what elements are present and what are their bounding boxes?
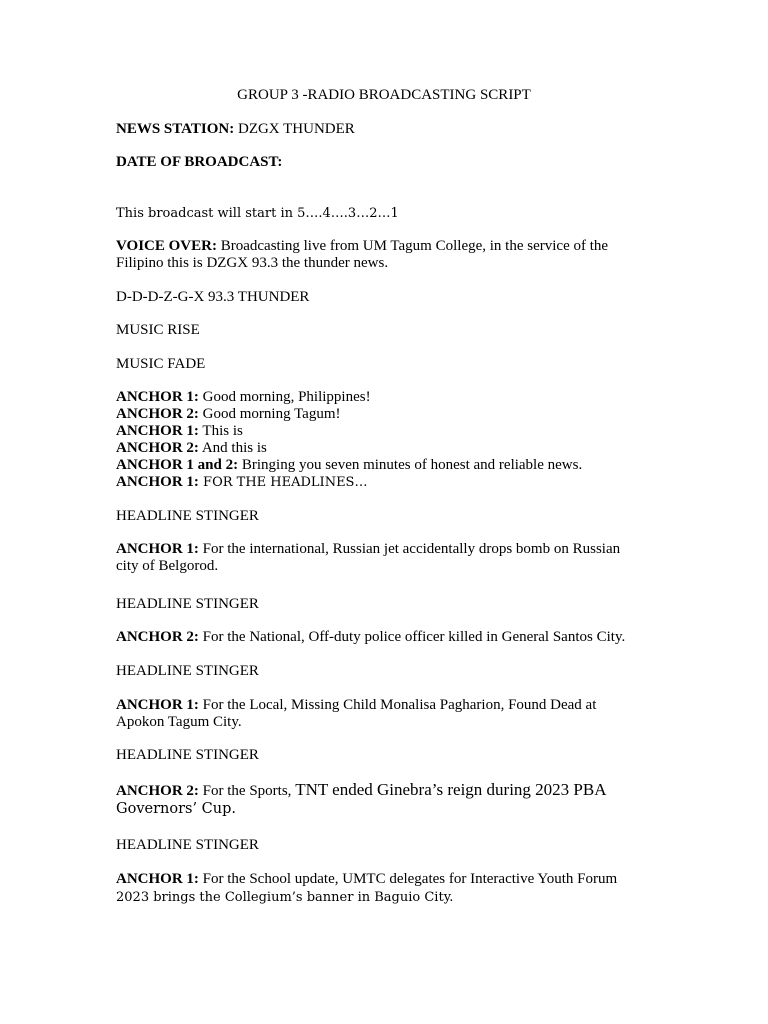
headline-local-line-1: ANCHOR 1: For the Local, Missing Child Monalisa Pagharion, Found Dead at [116,697,597,713]
headline-stinger-cue: HEADLINE STINGER [116,663,259,679]
speaker-label: ANCHOR 2: [116,406,199,422]
voice-over-line-2: Filipino this is DZGX 93.3 the thunder news. [116,255,389,271]
speaker-label: ANCHOR 1 and 2: [116,457,239,473]
speaker-label: ANCHOR 2: [116,783,199,799]
voice-over-line-1: VOICE OVER: Broadcasting live from UM Tagum College, in the service of the [116,238,609,254]
dialogue-line: ANCHOR 2: Good morning Tagum! [116,406,341,422]
headline-stinger-cue: HEADLINE STINGER [116,596,259,612]
headline-stinger-cue: HEADLINE STINGER [116,508,259,524]
voice-over-label: VOICE OVER: [116,238,217,254]
page-title: GROUP 3 -RADIO BROADCASTING SCRIPT [237,87,531,103]
headline-stinger-cue: HEADLINE STINGER [116,747,259,763]
dialogue-line: ANCHOR 1: Good morning, Philippines! [116,389,371,405]
speaker-label: ANCHOR 1: [116,541,199,557]
news-station-line [116,121,355,138]
countdown-line: This broadcast will start in 5….4….3…2…1 [116,206,399,221]
headline-school-line-2: 2023 brings the Collegium’s banner in Baguio City. [116,890,454,905]
dialogue-line: ANCHOR 1: FOR THE HEADLINES… [116,474,368,490]
headline-national-line: ANCHOR 2: For the National, Off-duty police officer killed in General Santos City. [116,629,626,645]
speaker-label: ANCHOR 1: [116,697,199,713]
speaker-label: ANCHOR 2: [116,440,199,456]
headline-sports-line-1: ANCHOR 2: For the Sports, TNT ended Ginebra’s reign during 2023 PBA [116,780,607,799]
dialogue-line: ANCHOR 2: And this is [116,440,267,456]
headline-stinger-cue: HEADLINE STINGER [116,837,259,853]
speaker-label: ANCHOR 1: [116,474,199,490]
speaker-label: ANCHOR 2: [116,629,199,645]
date-of-broadcast-label: DATE OF BROADCAST: [116,154,283,170]
headline-sports-line-2: Governors’ Cup. [116,801,237,817]
callsign-line: D-D-D-Z-G-X 93.3 THUNDER [116,289,310,305]
headline-local-line-2: Apokon Tagum City. [116,714,242,730]
headline-school-line-1: ANCHOR 1: For the School update, UMTC delegates for Interactive Youth Forum [116,871,618,887]
news-station-value: DZGX THUNDER [234,121,355,137]
headline-international-line-2: city of Belgorod. [116,558,219,574]
news-station-label: NEWS STATION: [116,121,235,137]
music-rise-cue: MUSIC RISE [116,322,200,338]
speaker-label: ANCHOR 1: [116,389,199,405]
music-fade-cue: MUSIC FADE [116,356,206,372]
speaker-label: ANCHOR 1: [116,423,199,439]
dialogue-line: ANCHOR 1: This is [116,423,243,439]
headline-international-line-1: ANCHOR 1: For the international, Russian jet accidentally drops bomb on Russian [116,541,621,557]
dialogue-line: ANCHOR 1 and 2: Bringing you seven minutes of honest and reliable news. [116,457,583,473]
speaker-label: ANCHOR 1: [116,871,199,887]
